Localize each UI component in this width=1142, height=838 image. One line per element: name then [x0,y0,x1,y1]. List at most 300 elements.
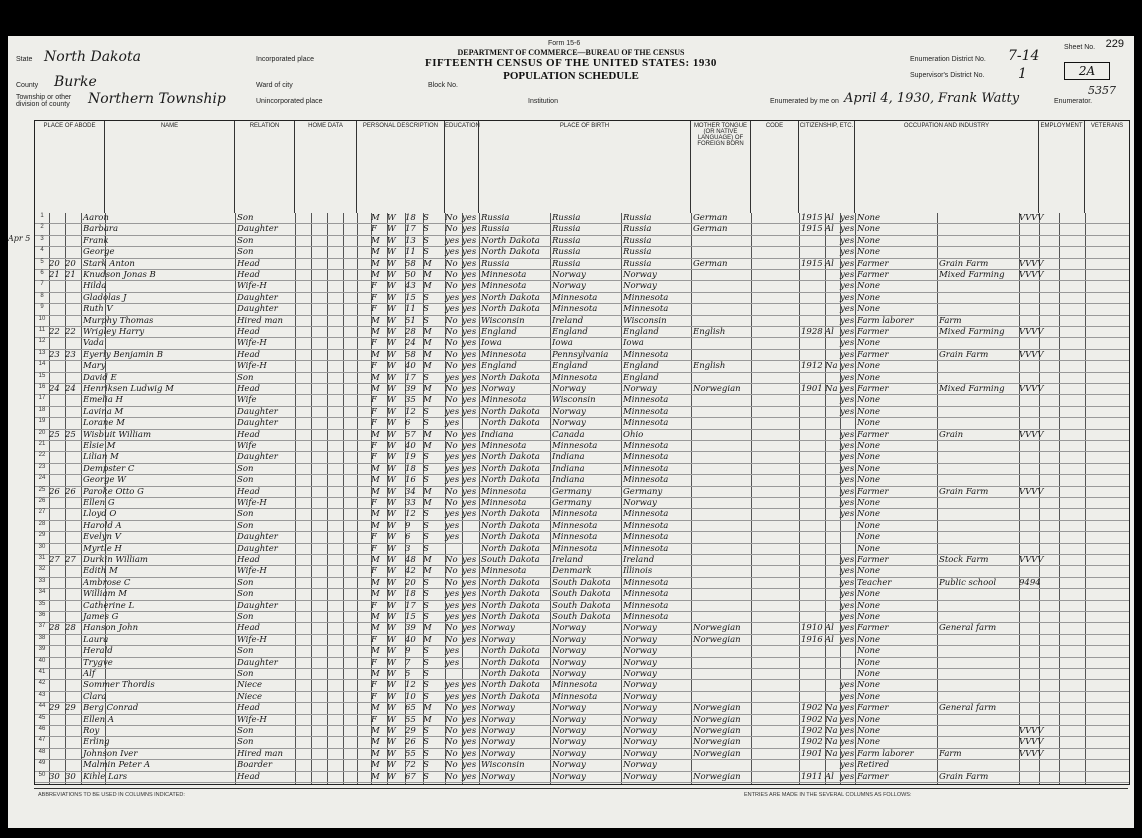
cell-mbp: Iowa [623,338,644,349]
cell-cit: Al [825,213,834,223]
cell-name: Myrtle H [83,543,122,554]
cell-age: 17 [405,372,416,383]
cell-read: yes [462,235,477,246]
cell-mbp: Minnesota [623,441,669,451]
cell-n: 47 [38,737,46,744]
cell-school: yes [445,418,460,429]
cell-rel: Wife [237,441,257,451]
table-row [35,338,1129,349]
footer-entries: ENTRIES ARE MADE IN THE SEVERAL COLUMNS AS FOLLOWS: [744,792,912,798]
cell-ind: Mixed Farming [939,384,1005,394]
cell-mbp: Norway [623,634,657,645]
table-row [35,236,1129,247]
cell-n: 28 [38,520,46,527]
cell-read: yes [462,623,477,634]
cell-bp: North Dakota [481,669,540,679]
cell-bp: North Dakota [481,452,540,463]
cell-bp: Minnesota [481,486,527,497]
cell-name: Lilian M [83,452,119,463]
cell-race: W [387,532,396,543]
cell-read: yes [462,748,477,759]
cell-mbp: Norway [623,714,657,725]
cell-n: 19 [38,418,46,425]
cell-read: yes [462,281,477,292]
cell-sex: F [371,532,377,543]
cell-dw: 27 [49,555,60,565]
cell-mbp: Minnesota [623,520,669,531]
cell-mbp: Minnesota [623,463,669,474]
col-employment: EMPLOYMENT [1039,121,1085,213]
cell-read: yes [462,726,477,736]
cell-fam: 26 [65,486,76,497]
cell-fam: 24 [65,384,76,394]
cell-race: W [387,418,396,429]
cell-eng: yes [840,509,855,520]
cell-mbp: Minnesota [623,509,669,520]
census-title: FIFTEENTH CENSUS OF THE UNITED STATES: 1930 [425,57,717,69]
cell-fbp: Norway [552,406,586,417]
cell-bp: North Dakota [481,292,540,303]
cell-eng: yes [840,680,855,691]
cell-sex: F [371,441,377,451]
cell-sex: M [371,486,380,497]
cell-mbp: Minnesota [623,349,669,360]
cell-mbp: Norway [623,270,657,280]
cell-n: 35 [38,600,46,607]
cell-imm: 1902 [801,703,823,714]
cell-mbp: Minnesota [623,577,669,588]
cell-school: yes [445,520,460,531]
cell-eng: yes [840,703,855,714]
table-row [35,544,1129,555]
footer-abbreviations: ABBREVIATIONS TO BE USED IN COLUMNS INDICATED: [38,792,185,798]
cell-fbp: Minnesota [552,292,598,303]
cell-school: yes [445,372,460,383]
cell-n: 16 [38,384,46,390]
cell-mbp: Russia [623,235,652,246]
cell-sex: F [371,600,377,611]
cell-mar: S [423,247,429,258]
enumerator-name: Frank Watty [938,91,1020,106]
cell-ind: Mixed Farming [939,327,1005,337]
table-row [35,646,1129,657]
supervisor-value: 1 [1018,66,1027,82]
cell-eng: yes [840,475,855,486]
cell-sex: M [371,372,380,383]
cell-occ: None [857,714,881,725]
footer [34,788,1128,823]
cell-bp: North Dakota [481,372,540,383]
cell-read: yes [462,463,477,474]
cell-occ: None [857,634,881,645]
cell-read: yes [462,258,477,269]
cell-race: W [387,726,396,736]
cell-tongue: German [693,258,728,269]
cell-age: 9 [405,646,411,657]
cell-eng: yes [840,589,855,600]
cell-n: 33 [38,577,46,584]
cell-bp: Russia [481,224,510,235]
cell-n: 9 [40,304,44,311]
cell-fam: 28 [65,623,76,634]
cell-mar: S [423,463,429,474]
table-row [35,749,1129,760]
cell-occ: None [857,452,881,463]
cell-bp: North Dakota [481,463,540,474]
cell-n: 43 [38,691,46,698]
cell-fbp: Indiana [552,475,585,486]
cell-occ: None [857,600,881,611]
col-veterans: VETERANS [1090,123,1124,129]
cell-mar: S [423,292,429,303]
cell-name: Trygve [83,657,113,668]
cell-fbp: South Dakota [552,589,611,600]
cell-rel: Daughter [237,292,278,303]
cell-fbp: Ireland [552,555,584,565]
cell-school: No [445,748,458,759]
cell-fbp: South Dakota [552,577,611,588]
cell-bp: Minnesota [481,441,527,451]
cell-fbp: Russia [552,247,581,258]
cell-mar: S [423,748,429,759]
cell-code: VVVV [1019,270,1044,280]
cell-fam: 22 [65,327,76,337]
cell-sex: M [371,463,380,474]
cell-n: 15 [38,372,46,379]
cell-eng: yes [840,463,855,474]
cell-sex: M [371,247,380,258]
cell-occ: Farmer [857,555,889,565]
cell-race: W [387,361,396,372]
enumerator-suffix: Enumerator. [1054,98,1093,105]
supervisor-label: Supervisor's District No. [910,72,985,79]
cell-mar: M [423,395,432,406]
cell-school: yes [445,304,460,315]
cell-race: W [387,258,396,269]
cell-n: 45 [38,714,46,721]
cell-mbp: Norway [623,748,657,759]
cell-mbp: Norway [623,703,657,714]
cell-rel: Son [237,726,254,736]
table-row [35,715,1129,726]
cell-occ: None [857,361,881,372]
cell-school: yes [445,452,460,463]
cell-ind: General farm [939,623,997,634]
cell-bp: Indiana [481,429,514,440]
cell-rel: Head [237,486,260,497]
cell-n: 27 [38,509,46,516]
cell-eng: yes [840,566,855,577]
cell-age: 17 [405,600,416,611]
cell-read: yes [462,680,477,691]
table-row [35,361,1129,372]
cell-bp: North Dakota [481,418,540,429]
cell-cit: Al [825,327,834,337]
cell-mbp: Norway [623,669,657,679]
cell-tongue: Norwegian [693,384,741,394]
cell-name: Ambrose C [83,577,131,588]
cell-school: No [445,566,458,577]
cell-sex: M [371,669,380,679]
cell-cit: Al [825,771,834,782]
cell-bp: Norway [481,384,515,394]
cell-age: 29 [405,726,416,736]
cell-occ: None [857,338,881,349]
cell-imm: 1912 [801,361,823,372]
cell-mbp: Minnesota [623,475,669,486]
cell-name: Erling [83,737,110,748]
cell-fam: 23 [65,349,76,360]
cell-read: yes [462,292,477,303]
cell-sex: M [371,623,380,634]
cell-sex: M [371,475,380,486]
cell-rel: Wife-H [237,361,267,372]
cell-code: VVVV [1019,349,1044,360]
cell-occ: Teacher [857,577,892,588]
cell-fbp: Norway [552,418,586,429]
cell-bp: Minnesota [481,498,527,508]
cell-fbp: Minnesota [552,543,598,554]
cell-fbp: Indiana [552,463,585,474]
institution-label: Institution [528,98,558,105]
cell-bp: North Dakota [481,475,540,486]
cell-fbp: South Dakota [552,612,611,622]
cell-name: Barbara [83,224,119,235]
cell-school: No [445,349,458,360]
table-row [35,316,1129,327]
cell-race: W [387,292,396,303]
cell-rel: Head [237,384,260,394]
cell-occ: None [857,646,881,657]
cell-mar: S [423,452,429,463]
cell-tongue: Norwegian [693,714,741,725]
table-row [35,498,1129,509]
cell-sex: F [371,224,377,235]
cell-name: Vada [83,338,104,349]
cell-sex: F [371,361,377,372]
cell-race: W [387,657,396,668]
cell-tongue: Norwegian [693,726,741,736]
cell-age: 9 [405,520,411,531]
cell-school: No [445,213,458,223]
cell-race: W [387,213,396,223]
cell-n: 29 [38,532,46,539]
cell-eng: yes [840,315,855,326]
cell-name: Knudson Jonas B [83,270,156,280]
col-name: NAME [105,121,235,213]
cell-mar: M [423,566,432,577]
cell-mbp: Illinois [623,566,653,577]
cell-race: W [387,543,396,554]
cell-race: W [387,623,396,634]
cell-occ: None [857,498,881,508]
margin-note: Apr 5 [8,234,31,243]
cell-mar: S [423,600,429,611]
cell-bp: Wisconsin [481,760,525,771]
cell-eng: yes [840,737,855,748]
cell-occ: None [857,657,881,668]
cell-cit: Na [825,748,838,759]
cell-occ: Farmer [857,486,889,497]
table-row [35,555,1129,566]
cell-sex: M [371,555,380,565]
cell-bp: North Dakota [481,235,540,246]
cell-bp: Norway [481,714,515,725]
cell-age: 6 [405,418,411,429]
cell-read: yes [462,760,477,771]
cell-age: 39 [405,384,416,394]
cell-eng: yes [840,258,855,269]
cell-age: 13 [405,235,416,246]
cell-occ: None [857,566,881,577]
cell-read: yes [462,577,477,588]
cell-mar: S [423,737,429,748]
cell-age: 12 [405,509,416,520]
cell-bp: England [481,327,517,337]
cell-imm: 1902 [801,737,823,748]
cell-ind: Farm [939,315,962,326]
cell-mbp: Norway [623,281,657,292]
cell-name: David E [83,372,117,383]
cell-age: 18 [405,463,416,474]
col-mother-tongue: MOTHER TONGUE (OR NATIVE LANGUAGE) OF FOREIGN BORN [691,121,751,213]
cell-sex: M [371,703,380,714]
cell-rel: Son [237,669,254,679]
cell-mbp: Norway [623,498,657,508]
cell-eng: yes [840,349,855,360]
cell-sex: M [371,349,380,360]
cell-dw: 26 [49,486,60,497]
table-row [35,224,1129,235]
cell-cit: Na [825,726,838,736]
cell-read: yes [462,224,477,235]
cell-eng: yes [840,600,855,611]
cell-eng: yes [840,213,855,223]
cell-mar: M [423,703,432,714]
cell-sex: M [371,577,380,588]
cell-read: yes [462,589,477,600]
cell-bp: Norway [481,726,515,736]
cell-school: No [445,361,458,372]
cell-mar: S [423,509,429,520]
cell-age: 11 [405,304,416,315]
cell-name: Wisbuit William [83,429,152,440]
cell-mbp: England [623,361,659,372]
cell-name: George W [83,475,126,486]
cell-race: W [387,349,396,360]
cell-mar: S [423,589,429,600]
table-row [35,475,1129,486]
cell-school: No [445,281,458,292]
cell-n: 23 [38,463,46,470]
cell-fbp: Norway [552,657,586,668]
table-row [35,760,1129,771]
cell-fbp: Norway [552,270,586,280]
cell-fbp: Norway [552,384,586,394]
cell-n: 10 [38,315,46,322]
cell-sex: F [371,657,377,668]
cell-occ: None [857,235,881,246]
cell-n: 37 [38,623,46,630]
cell-n: 1 [40,213,44,219]
cell-school: yes [445,509,460,520]
cell-age: 20 [405,577,416,588]
cell-fbp: Germany [552,486,592,497]
table-row [35,395,1129,406]
cell-race: W [387,646,396,657]
cell-bp: Norway [481,748,515,759]
cell-rel: Head [237,771,260,782]
cell-fbp: Canada [552,429,585,440]
cell-mar: S [423,418,429,429]
cell-occ: None [857,406,881,417]
unincorporated-label: Unincorporated place [256,98,323,105]
cell-race: W [387,760,396,771]
cell-code: VVVV [1019,213,1044,223]
cell-fbp: Wisconsin [552,395,596,406]
cell-rel: Son [237,509,254,520]
cell-school: No [445,429,458,440]
cell-sex: F [371,691,377,702]
cell-race: W [387,475,396,486]
cell-occ: None [857,224,881,235]
cell-dw: 25 [49,429,60,440]
sheet-number: 2A [1064,62,1110,80]
cell-occ: None [857,463,881,474]
table-row [35,521,1129,532]
table-row [35,692,1129,703]
cell-school: yes [445,680,460,691]
cell-rel: Son [237,213,254,223]
cell-fbp: Norway [552,646,586,657]
cell-bp: England [481,361,517,372]
cell-mbp: Wisconsin [623,315,667,326]
cell-rel: Son [237,737,254,748]
cell-ind: Farm [939,748,962,759]
cell-age: 50 [405,270,416,280]
cell-school: No [445,623,458,634]
cell-bp: North Dakota [481,646,540,657]
schedule-title: POPULATION SCHEDULE [503,70,639,82]
cell-fbp: Norway [552,771,586,782]
cell-race: W [387,486,396,497]
cell-race: W [387,737,396,748]
cell-school: No [445,384,458,394]
cell-age: 48 [405,555,416,565]
cell-occ: None [857,395,881,406]
cell-sex: M [371,270,380,280]
cell-rel: Daughter [237,418,278,429]
cell-school: No [445,258,458,269]
cell-mar: S [423,213,429,223]
cell-n: 34 [38,589,46,596]
cell-fbp: Minnesota [552,304,598,315]
cell-school: No [445,327,458,337]
cell-age: 39 [405,623,416,634]
cell-mar: M [423,327,432,337]
cell-bp: North Dakota [481,612,540,622]
cell-n: 6 [40,270,44,276]
cell-school: No [445,714,458,725]
table-row [35,373,1129,384]
cell-occ: None [857,247,881,258]
cell-race: W [387,680,396,691]
cell-tongue: English [693,327,726,337]
cell-code: VVVV [1019,486,1044,497]
cell-ind: General farm [939,703,997,714]
cell-rel: Hired man [237,748,283,759]
cell-eng: yes [840,771,855,782]
